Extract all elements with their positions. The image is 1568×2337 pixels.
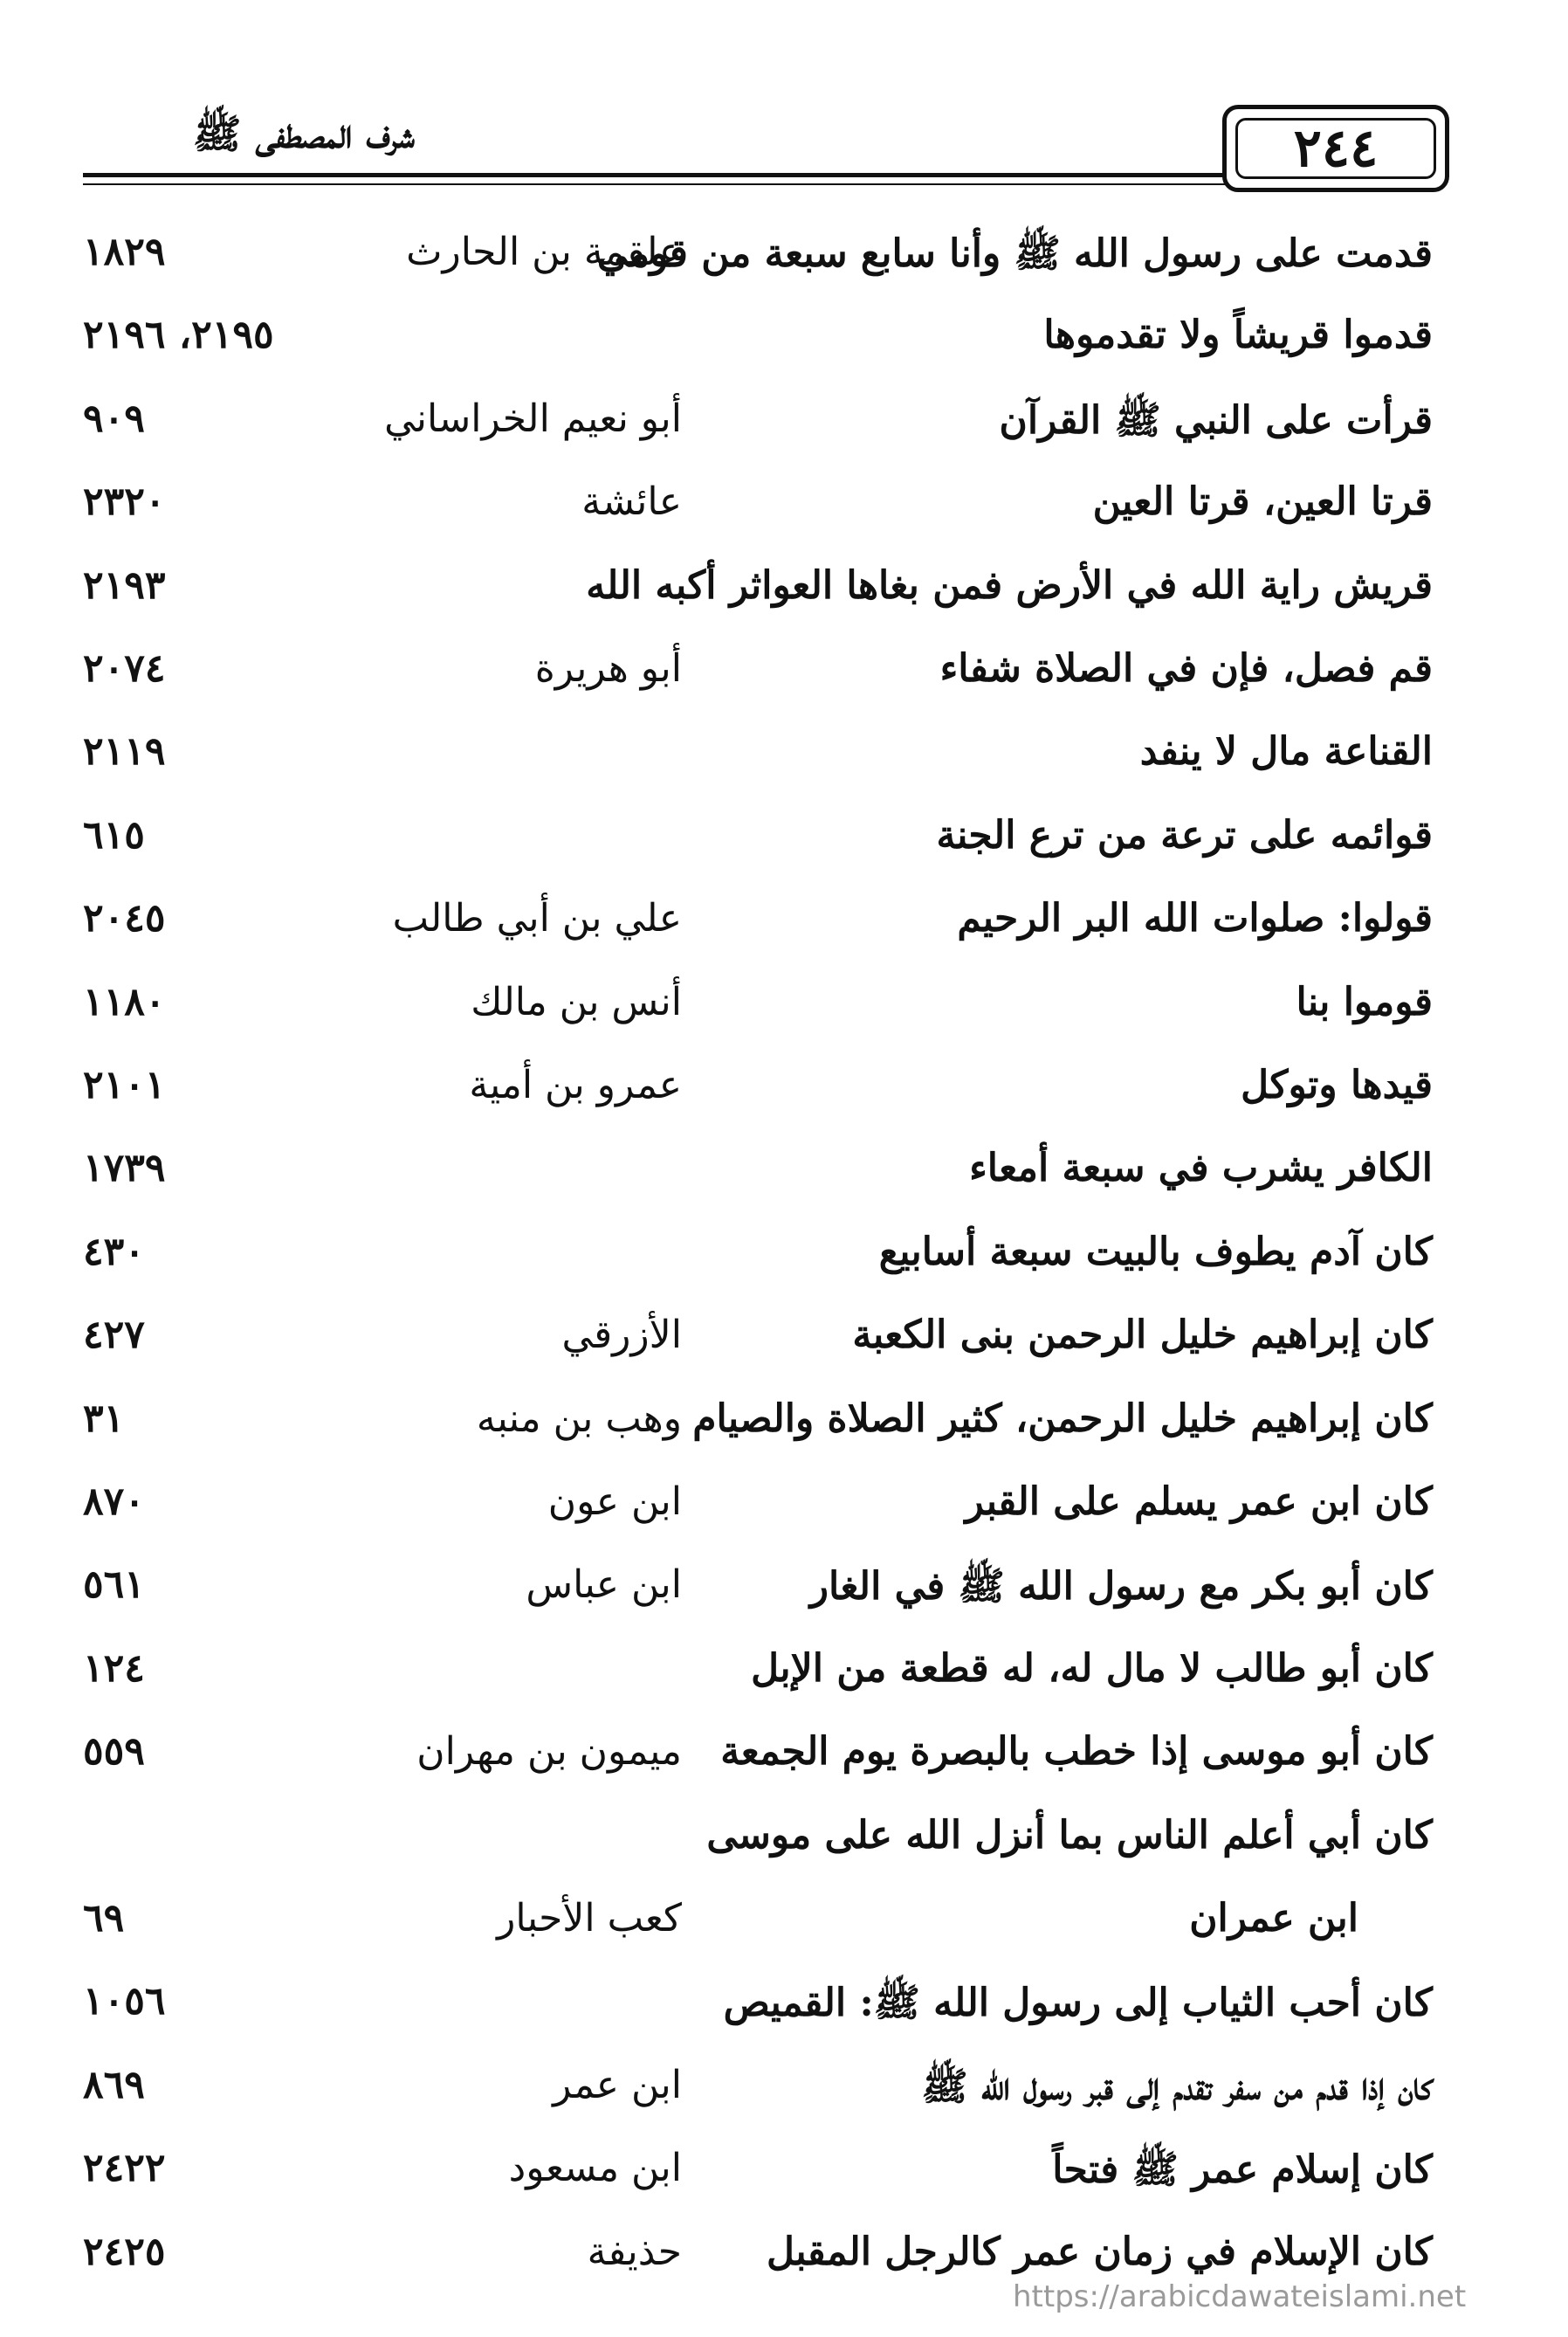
entry-number: ٨٧٠ <box>83 1479 145 1524</box>
entry-number: ٦١٥ <box>83 813 145 858</box>
entry-number: ٩٠٩ <box>83 396 145 441</box>
entry-text: كان أحب الثياب إلى رسول الله ﷺ: القميص <box>723 1981 1433 2025</box>
entry-number: ٢١١٩ <box>83 729 166 774</box>
entry-text: كان أبو طالب لا مال له، له قطعة من الإبل <box>751 1646 1433 1691</box>
entry-text: كان آدم يطوف بالبيت سبعة أسابيع <box>878 1230 1433 1274</box>
entry-text: القناعة مال لا ينفد <box>1139 729 1433 774</box>
entry-number: ٤٢٧ <box>83 1313 145 1357</box>
index-entry <box>0 806 1568 888</box>
entry-narrator: علي بن أبي طالب <box>392 896 682 941</box>
index-entry <box>0 223 1568 305</box>
entry-text: قرأت على النبي ﷺ القرآن <box>999 398 1433 443</box>
entry-number: ٢١٠١ <box>83 1063 166 1107</box>
entry-text: كان إبراهيم خليل الرحمن بنى الكعبة <box>852 1313 1433 1357</box>
index-entry <box>0 1389 1568 1472</box>
entry-narrator: ابن عمر <box>553 2063 682 2107</box>
index-entry <box>0 1555 1568 1637</box>
index-entry <box>0 1639 1568 1721</box>
index-entry <box>0 1972 1568 2054</box>
entry-narrator: عمرو بن أمية <box>469 1063 682 1107</box>
entry-narrator: الأزرقي <box>561 1313 682 1357</box>
running-title: شرف المصطفى ﷺ <box>192 110 415 157</box>
entry-number: ١٢٤ <box>83 1646 145 1691</box>
entry-text: قوائمه على ترعة من ترع الجنة <box>936 813 1433 858</box>
entry-number: ٨٦٩ <box>83 2063 145 2107</box>
entry-number: ٢١٩٣ <box>83 563 166 608</box>
page-number: ٢٤٤ <box>1235 118 1436 179</box>
entry-narrator: عائشة <box>581 479 682 524</box>
entry-narrator: ميمون بن مهران <box>416 1729 682 1774</box>
entry-narrator: أبو هريرة <box>534 646 682 691</box>
entry-number: ١٨٢٩ <box>83 230 166 274</box>
entry-text: قولوا: صلوات الله البر الرحيم <box>957 896 1433 941</box>
entry-text: قيدها وتوكل <box>1241 1063 1433 1107</box>
entry-number: ٢٠٤٥ <box>83 896 166 941</box>
entry-text: الكافر يشرب في سبعة أمعاء <box>969 1146 1433 1190</box>
entry-narrator: وهب بن منبه <box>476 1396 682 1441</box>
entry-text: ابن عمران <box>1189 1896 1358 1941</box>
entry-number: ٦٩ <box>83 1896 125 1941</box>
index-entry <box>0 472 1568 555</box>
entry-narrator: ابن مسعود <box>508 2146 682 2190</box>
entry-text: كان إبراهيم خليل الرحمن، كثير الصلاة والصيام <box>692 1396 1433 1441</box>
entry-number: ٥٦١ <box>83 1562 145 1607</box>
entry-narrator: حذيفة <box>587 2230 682 2274</box>
entry-text: كان ابن عمر يسلم على القبر <box>965 1479 1433 1524</box>
entry-narrator: أبو نعيم الخراساني <box>384 396 682 441</box>
index-entry <box>0 1223 1568 1305</box>
index-entry <box>0 2139 1568 2221</box>
entry-text: كان أبي أعلم الناس بما أنزل الله على موسى <box>706 1813 1433 1858</box>
entry-number: ٢٣٢٠ <box>83 479 166 524</box>
entry-narrator: علقمة بن الحارث <box>406 230 682 274</box>
index-entry <box>0 722 1568 804</box>
entry-number: ٢٤٢٥ <box>83 2230 166 2274</box>
entry-text: قرتا العين، قرتا العين <box>1092 479 1433 524</box>
index-entry <box>0 889 1568 971</box>
entry-text: قم فصل، فإن في الصلاة شفاء <box>939 646 1433 691</box>
entry-text: كان أبو بكر مع رسول الله ﷺ في الغار <box>809 1564 1433 1609</box>
entry-text: قوموا بنا <box>1296 980 1433 1024</box>
entry-number: ٢٤٢٢ <box>83 2146 166 2190</box>
entry-number: ١٠٥٦ <box>83 1979 166 2023</box>
entry-number: ٢١٩٥، ٢١٩٦ <box>83 313 274 357</box>
entry-text: قريش راية الله في الأرض فمن بغاها العواثر أكبه الله <box>586 563 1433 608</box>
entry-narrator: كعب الأحبار <box>497 1896 682 1941</box>
index-entry <box>0 639 1568 721</box>
entry-number: ٥٥٩ <box>83 1729 145 1774</box>
entry-text: قدمت على رسول الله ﷺ وأنا سابع سبعة من قومي <box>596 231 1433 276</box>
index-entry <box>0 306 1568 388</box>
entry-number: ٣١ <box>83 1396 125 1441</box>
entry-number: ١١٨٠ <box>83 980 166 1024</box>
watermark-url: https://arabicdawateislami.net <box>1013 2279 1467 2314</box>
entry-text: كان إسلام عمر ﷺ فتحاً <box>1052 2147 1433 2192</box>
index-entry <box>0 1889 1568 1971</box>
index-entry <box>0 1472 1568 1555</box>
entry-narrator: ابن عباس <box>526 1562 682 1607</box>
index-entry <box>0 390 1568 472</box>
entry-text: كان أبو موسى إذا خطب بالبصرة يوم الجمعة <box>720 1729 1433 1774</box>
entry-text: كان الإسلام في زمان عمر كالرجل المقبل <box>767 2230 1433 2274</box>
index-entry <box>0 1722 1568 1804</box>
entry-text: كان إذا قدم من سفر تقدم إلى قبر رسول الله ﷺ <box>921 2065 1433 2109</box>
entry-number: ١٧٣٩ <box>83 1146 166 1190</box>
index-entry <box>0 556 1568 638</box>
entry-number: ٢٠٧٤ <box>83 646 166 691</box>
index-entry <box>0 973 1568 1055</box>
entry-text: قدموا قريشاً ولا تقدموها <box>1043 313 1433 357</box>
entry-narrator: ابن عون <box>547 1479 682 1524</box>
index-entry <box>0 1056 1568 1138</box>
index-entry <box>0 1806 1568 1888</box>
index-entry <box>0 1306 1568 1388</box>
entry-number: ٤٣٠ <box>83 1230 145 1274</box>
index-entry <box>0 1139 1568 1221</box>
entry-narrator: أنس بن مالك <box>471 980 682 1024</box>
index-entry <box>0 2056 1568 2138</box>
